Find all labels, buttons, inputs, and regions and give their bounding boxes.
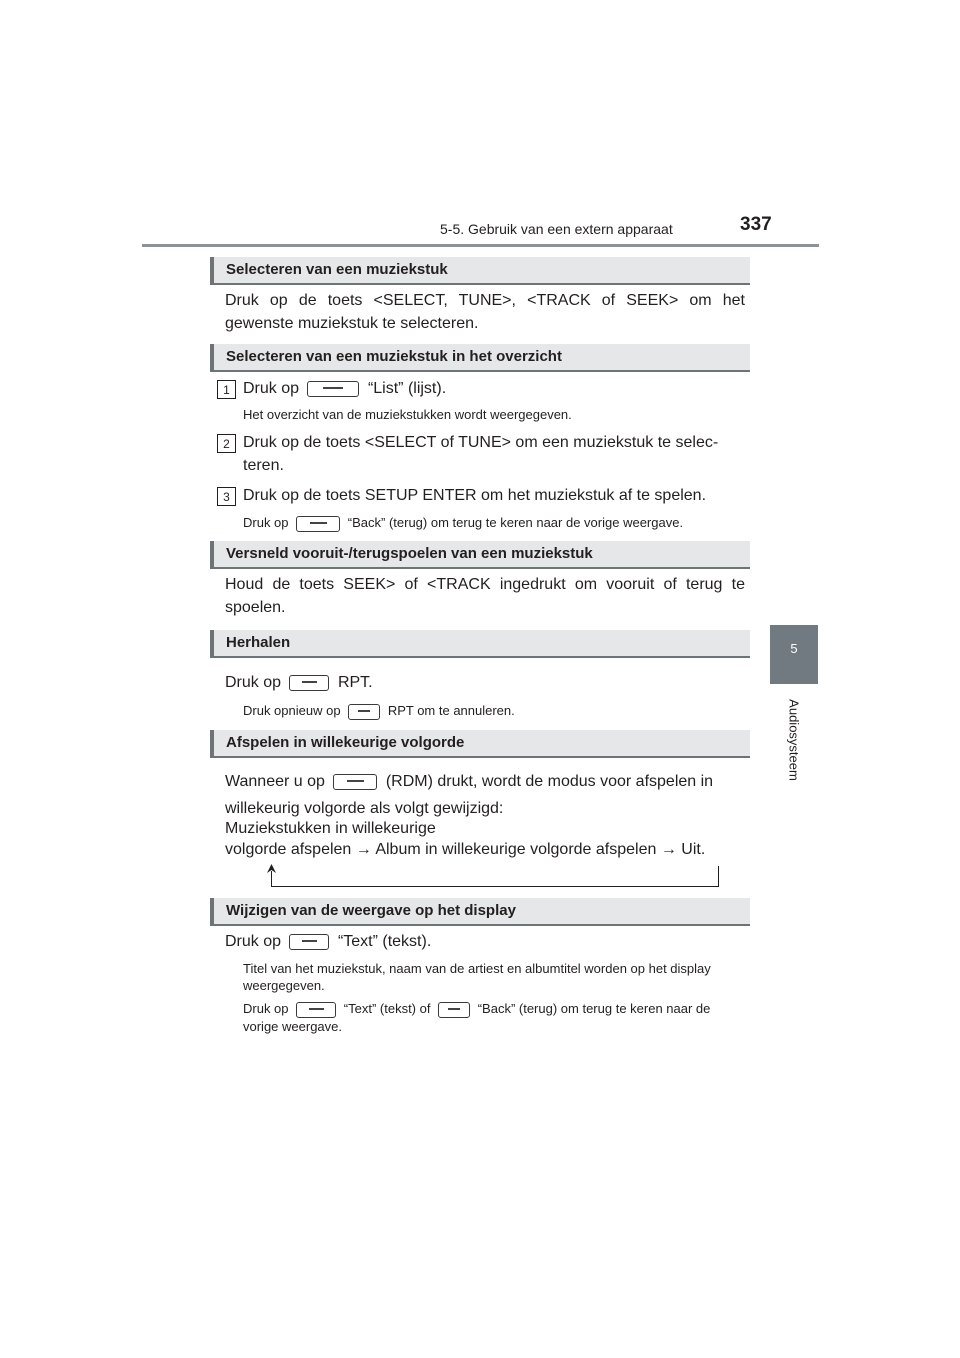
rpt-button-icon bbox=[348, 704, 380, 720]
text-button-icon bbox=[296, 1002, 336, 1018]
section-heading-text: Versneld vooruit-/terugspoelen van een muziekstuk bbox=[226, 545, 593, 562]
step-3-text: Druk op de toets SETUP ENTER om het muziekstuk af te spelen. bbox=[243, 487, 707, 504]
random-text-pre: Wanneer u op bbox=[225, 773, 325, 790]
random-line-3: Muziekstukken in willekeurige bbox=[225, 820, 436, 837]
random-mode-off: Uit. bbox=[681, 841, 706, 858]
note-text-post: “Back” (terug) om terug te keren naar de vorige weergave. bbox=[347, 515, 684, 530]
display-note-1: Titel van het muziekstuk, naam van de artiest en albumtitel worden op het display weergegeven. bbox=[243, 961, 711, 993]
running-header: 5-5. Gebruik van een extern apparaat bbox=[440, 221, 673, 237]
step-1-text bbox=[243, 377, 746, 400]
display-paragraph bbox=[225, 930, 745, 953]
text-button-icon bbox=[289, 934, 329, 950]
chapter-tab-number: 5 bbox=[790, 641, 798, 656]
display-note-2 bbox=[243, 1000, 746, 1035]
chapter-tab-label: Audiosysteem bbox=[786, 699, 802, 781]
section-heading-text: Wijzigen van de weergave op het display bbox=[226, 902, 516, 919]
step-3-note bbox=[243, 514, 746, 532]
section-heading-text: Selecteren van een muziekstuk bbox=[226, 261, 448, 278]
display-text-pre: Druk op bbox=[225, 933, 282, 950]
section-heading-select-track bbox=[210, 257, 750, 285]
select-track-paragraph: Druk op de toets <SELECT, TUNE>, <TRACK of SEEK> om het gewenste muziekstuk te selecteren. bbox=[225, 292, 745, 332]
page-number: 337 bbox=[740, 214, 772, 235]
cycle-line-right bbox=[718, 866, 719, 887]
step-text-pre: Druk op bbox=[243, 380, 300, 397]
section-heading-repeat bbox=[210, 630, 750, 658]
back-button-icon bbox=[296, 516, 340, 532]
random-line-4 bbox=[225, 838, 745, 861]
note-text-pre: Druk op bbox=[243, 1001, 289, 1016]
section-heading-text: Selecteren van een muziekstuk in het overzicht bbox=[226, 348, 562, 365]
step-number: 1 bbox=[217, 380, 236, 399]
right-arrow-icon: → bbox=[355, 841, 372, 858]
repeat-paragraph bbox=[225, 671, 745, 694]
note-text-post: “Back” (terug) om terug te keren naar de vorige weergave. bbox=[243, 1001, 711, 1034]
step-1-note: Het overzicht van de muziekstukken wordt weergegeven. bbox=[243, 407, 572, 422]
step-number: 2 bbox=[217, 434, 236, 453]
section-heading-select-list bbox=[210, 344, 750, 372]
random-line-1 bbox=[225, 770, 745, 793]
random-line-2: willekeurig volgorde als volgt gewijzigd: bbox=[225, 800, 504, 817]
section-heading-text: Afspelen in willekeurige volgorde bbox=[226, 734, 465, 751]
section-heading-fast-forward bbox=[210, 541, 750, 569]
right-arrow-icon: → bbox=[660, 841, 677, 858]
repeat-text-pre: Druk op bbox=[225, 674, 282, 691]
step-text-post: “List” (lijst). bbox=[367, 380, 447, 397]
up-arrow-icon bbox=[266, 864, 277, 874]
fast-forward-paragraph: Houd de toets SEEK> of <TRACK ingedrukt om vooruit of terug te spoelen. bbox=[225, 576, 745, 616]
step-number: 3 bbox=[217, 487, 236, 506]
repeat-text-post: RPT. bbox=[337, 674, 373, 691]
random-text-post: (RDM) drukt, wordt de modus voor afspelen in bbox=[385, 773, 714, 790]
step-2-text: Druk op de toets <SELECT of TUNE> om een muziekstuk te selec-teren. bbox=[243, 434, 719, 474]
section-heading-display bbox=[210, 898, 750, 926]
section-heading-text: Herhalen bbox=[226, 634, 291, 651]
header-divider bbox=[142, 244, 819, 247]
note-text-mid: “Text” (tekst) of bbox=[343, 1001, 431, 1016]
display-text-post: “Text” (tekst). bbox=[337, 933, 432, 950]
note-text-post: RPT om te annuleren. bbox=[387, 703, 515, 718]
list-button-icon bbox=[307, 381, 359, 397]
rdm-button-icon bbox=[333, 774, 377, 790]
note-text-pre: Druk opnieuw op bbox=[243, 703, 341, 718]
repeat-note bbox=[243, 702, 746, 720]
random-mode-track: volgorde afspelen bbox=[225, 841, 352, 858]
random-mode-album: Album in willekeurige volgorde afspelen bbox=[375, 841, 657, 858]
section-heading-random bbox=[210, 730, 750, 758]
cycle-line-bottom bbox=[271, 886, 719, 887]
back-button-icon bbox=[438, 1002, 470, 1018]
rpt-button-icon bbox=[289, 675, 329, 691]
chapter-tab bbox=[770, 625, 818, 684]
note-text-pre: Druk op bbox=[243, 515, 289, 530]
